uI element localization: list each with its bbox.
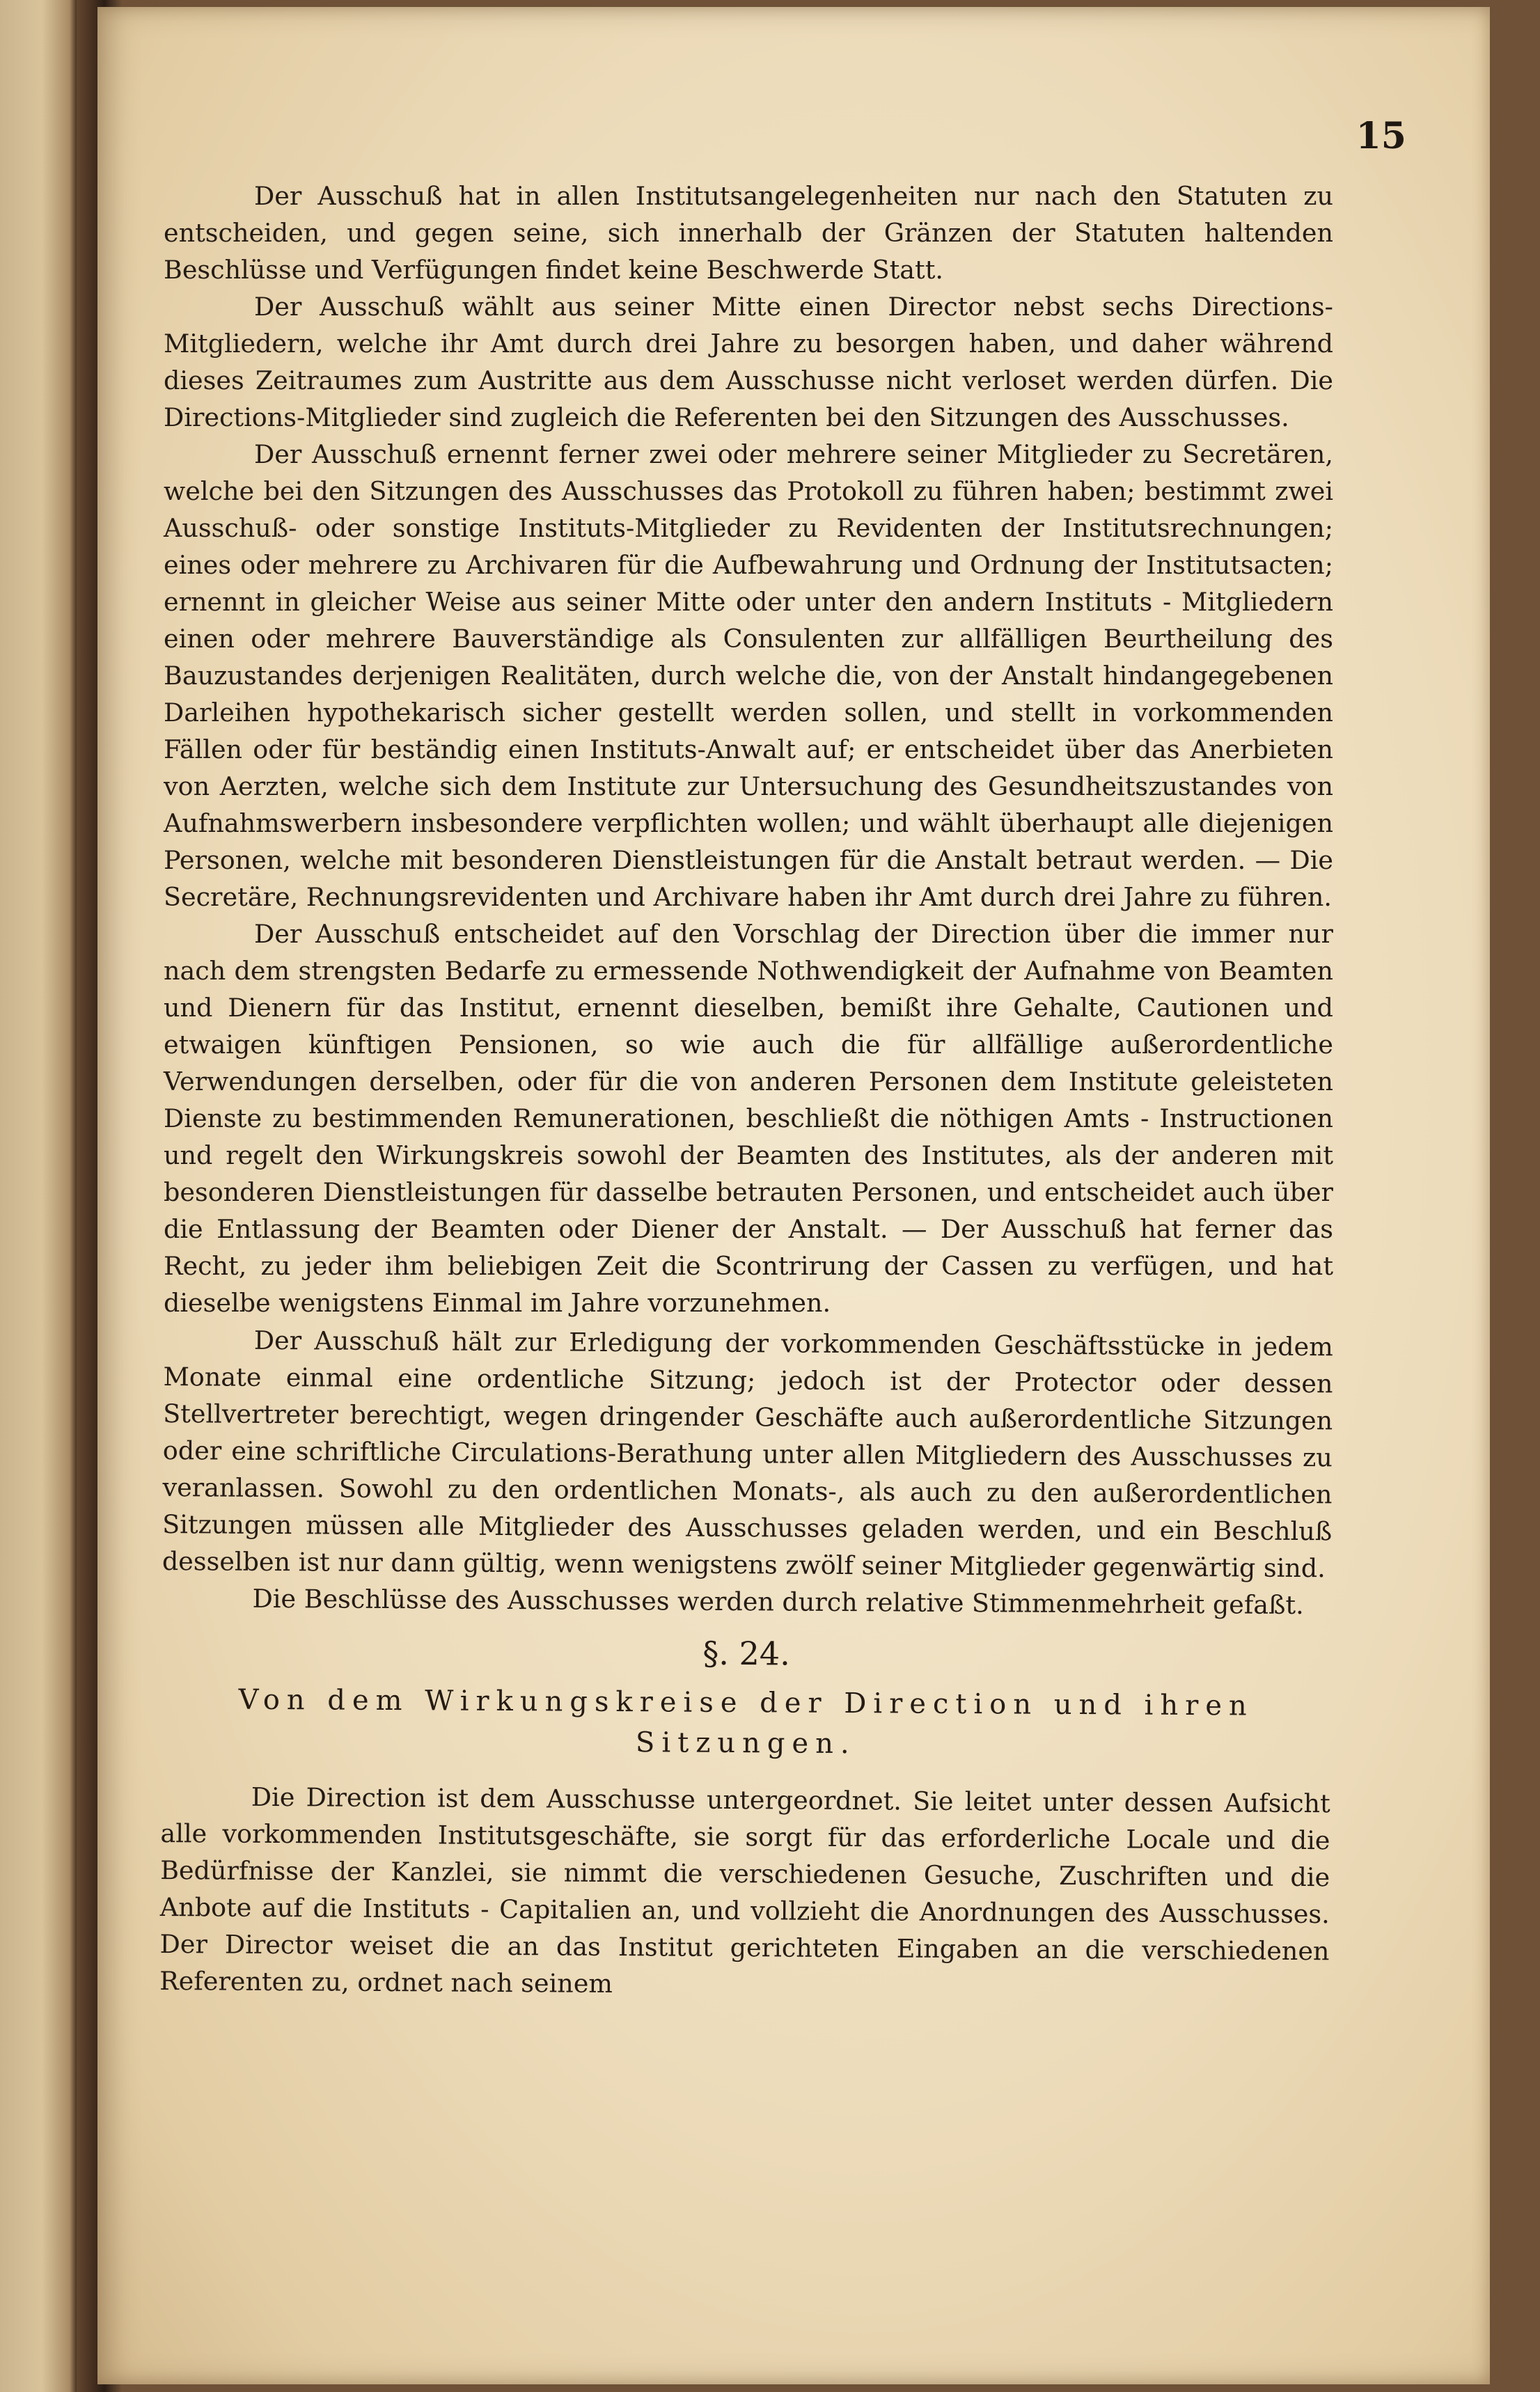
paragraph-3: Der Ausschuß ernennt ferner zwei oder mehrere seiner Mitglieder zu Secretären, welche bei den Sitzungen des Ausschusses das Protokoll zu führen haben; bestimmt zwei Ausschuß- oder sonstige Instituts-Mitglieder zu Revidenten der Institutsrechnungen; eines oder mehrere zu Archivaren für die Aufbewahrung und Ordnung der Institutsacten; ernennt in gleicher Weise aus seiner Mitte oder unter den andern Instituts - Mitgliedern einen oder mehrere Bauverständige als Consulenten zur allfälligen Beurtheilung des Bauzustandes derjenigen Realitäten, durch welche die, von der Anstalt hindangegebenen Darleihen hypothekarisch sicher gestellt werden sollen, und stellt in vorkommenden Fällen oder für beständig einen Instituts-Anwalt auf; er entscheidet über das Anerbieten von Aerzten, welche sich dem Institute zur Untersuchung des Gesundheitszustandes von Aufnahmswerbern insbesondere verpflichten wollen; und wählt überhaupt alle diejenigen Personen, welche mit besonderen Dienstleistungen für die Anstalt betraut werden. — Die Secretäre, Rechnungsrevidenten und Archivare haben ihr Amt durch drei Jahre zu führen. [164, 439, 1333, 912]
facing-page-edge [0, 0, 77, 2392]
paragraph-4: Der Ausschuß entscheidet auf den Vorschlag der Direction über die immer nur nach dem strengsten Bedarfe zu ermessende Nothwendigkeit der Aufnahme von Beamten und Dienern für das Institut, ernennt dieselben, bemißt ihre Gehalte, Cautionen und etwaigen künftigen Pensionen, so wie auch die für allfällige außerordentliche Verwendungen derselben, oder für die von anderen Personen dem Institute geleisteten Dienste zu bestimmenden Remunerationen, beschließt die nöthigen Amts - Instructionen und regelt den Wirkungskreis sowohl der Beamten des Institutes, als der anderen mit besonderen Dienstleistungen für dasselbe betrauten Personen, und entscheidet auch über die Entlassung der Beamten oder Diener der Anstalt. — Der Ausschuß hat ferner das Recht, zu jeder ihm beliebigen Zeit die Scontrirung der Cassen zu verfügen, und hat dieselbe wenigstens Einmal im Jahre vorzunehmen. [164, 919, 1333, 1318]
section-number: §. 24. [702, 1634, 790, 1673]
section-heading: Von dem Wirkungskreise der Direction und ihren Sitzungen. [238, 1683, 1254, 1761]
paragraph-6: Die Beschlüsse des Ausschusses werden durch relative Stimmenmehrheit gefaßt. [252, 1583, 1304, 1621]
page-number: 15 [1356, 115, 1406, 157]
page-body [159, 178, 1333, 1999]
lower-block [159, 1321, 1333, 2006]
paragraph-7: Die Direction ist dem Ausschusse untergeordnet. Sie leitet unter dessen Aufsicht alle vorkommenden Institutsgeschäfte, sie sorgt für das erforderliche Locale und die Bedürfnisse der Kanzlei, sie nimmt die verschiedenen Gesuche, Zuschriften und die Anbote auf die Instituts - Capitalien an, und vollzieht die Anordnungen des Ausschusses. Der Director weiset die an das Institut gerichteten Eingaben an die verschiedenen Referenten zu, ordnet nach seinem [159, 1781, 1330, 1999]
paragraph-1: Der Ausschuß hat in allen Institutsangelegenheiten nur nach den Statuten zu entscheiden, und gegen seine, sich innerhalb der Gränzen der Statuten haltenden Beschlüsse und Verfügungen findet keine Beschwerde Statt. [164, 181, 1333, 285]
paragraph-2: Der Ausschuß wählt aus seiner Mitte einen Director nebst sechs Directions-Mitgliedern, welche ihr Amt durch drei Jahre zu besorgen haben, und daher während dieses Zeitraumes zum Austritte aus dem Ausschusse nicht verloset werden dürfen. Die Directions-Mitglieder sind zugleich die Referenten bei den Sitzungen des Ausschusses. [164, 292, 1333, 432]
paragraph-5: Der Ausschuß hält zur Erledigung der vorkommenden Geschäftsstücke in jedem Monate einmal eine ordentliche Sitzung; jedoch ist der Protector oder dessen Stellvertreter berechtigt, wegen dringender Geschäfte auch außerordentliche Sitzungen oder eine schriftliche Circulations-Berathung unter allen Mitgliedern des Ausschusses zu veranlassen. Sowohl zu den ordentlichen Monats-, als auch zu den außerordentlichen Sitzungen müssen alle Mitglieder des Ausschusses geladen werden, und ein Beschluß desselben ist nur dann gültig, wenn wenigstens zwölf seiner Mitglieder gegenwärtig sind. [162, 1325, 1333, 1584]
